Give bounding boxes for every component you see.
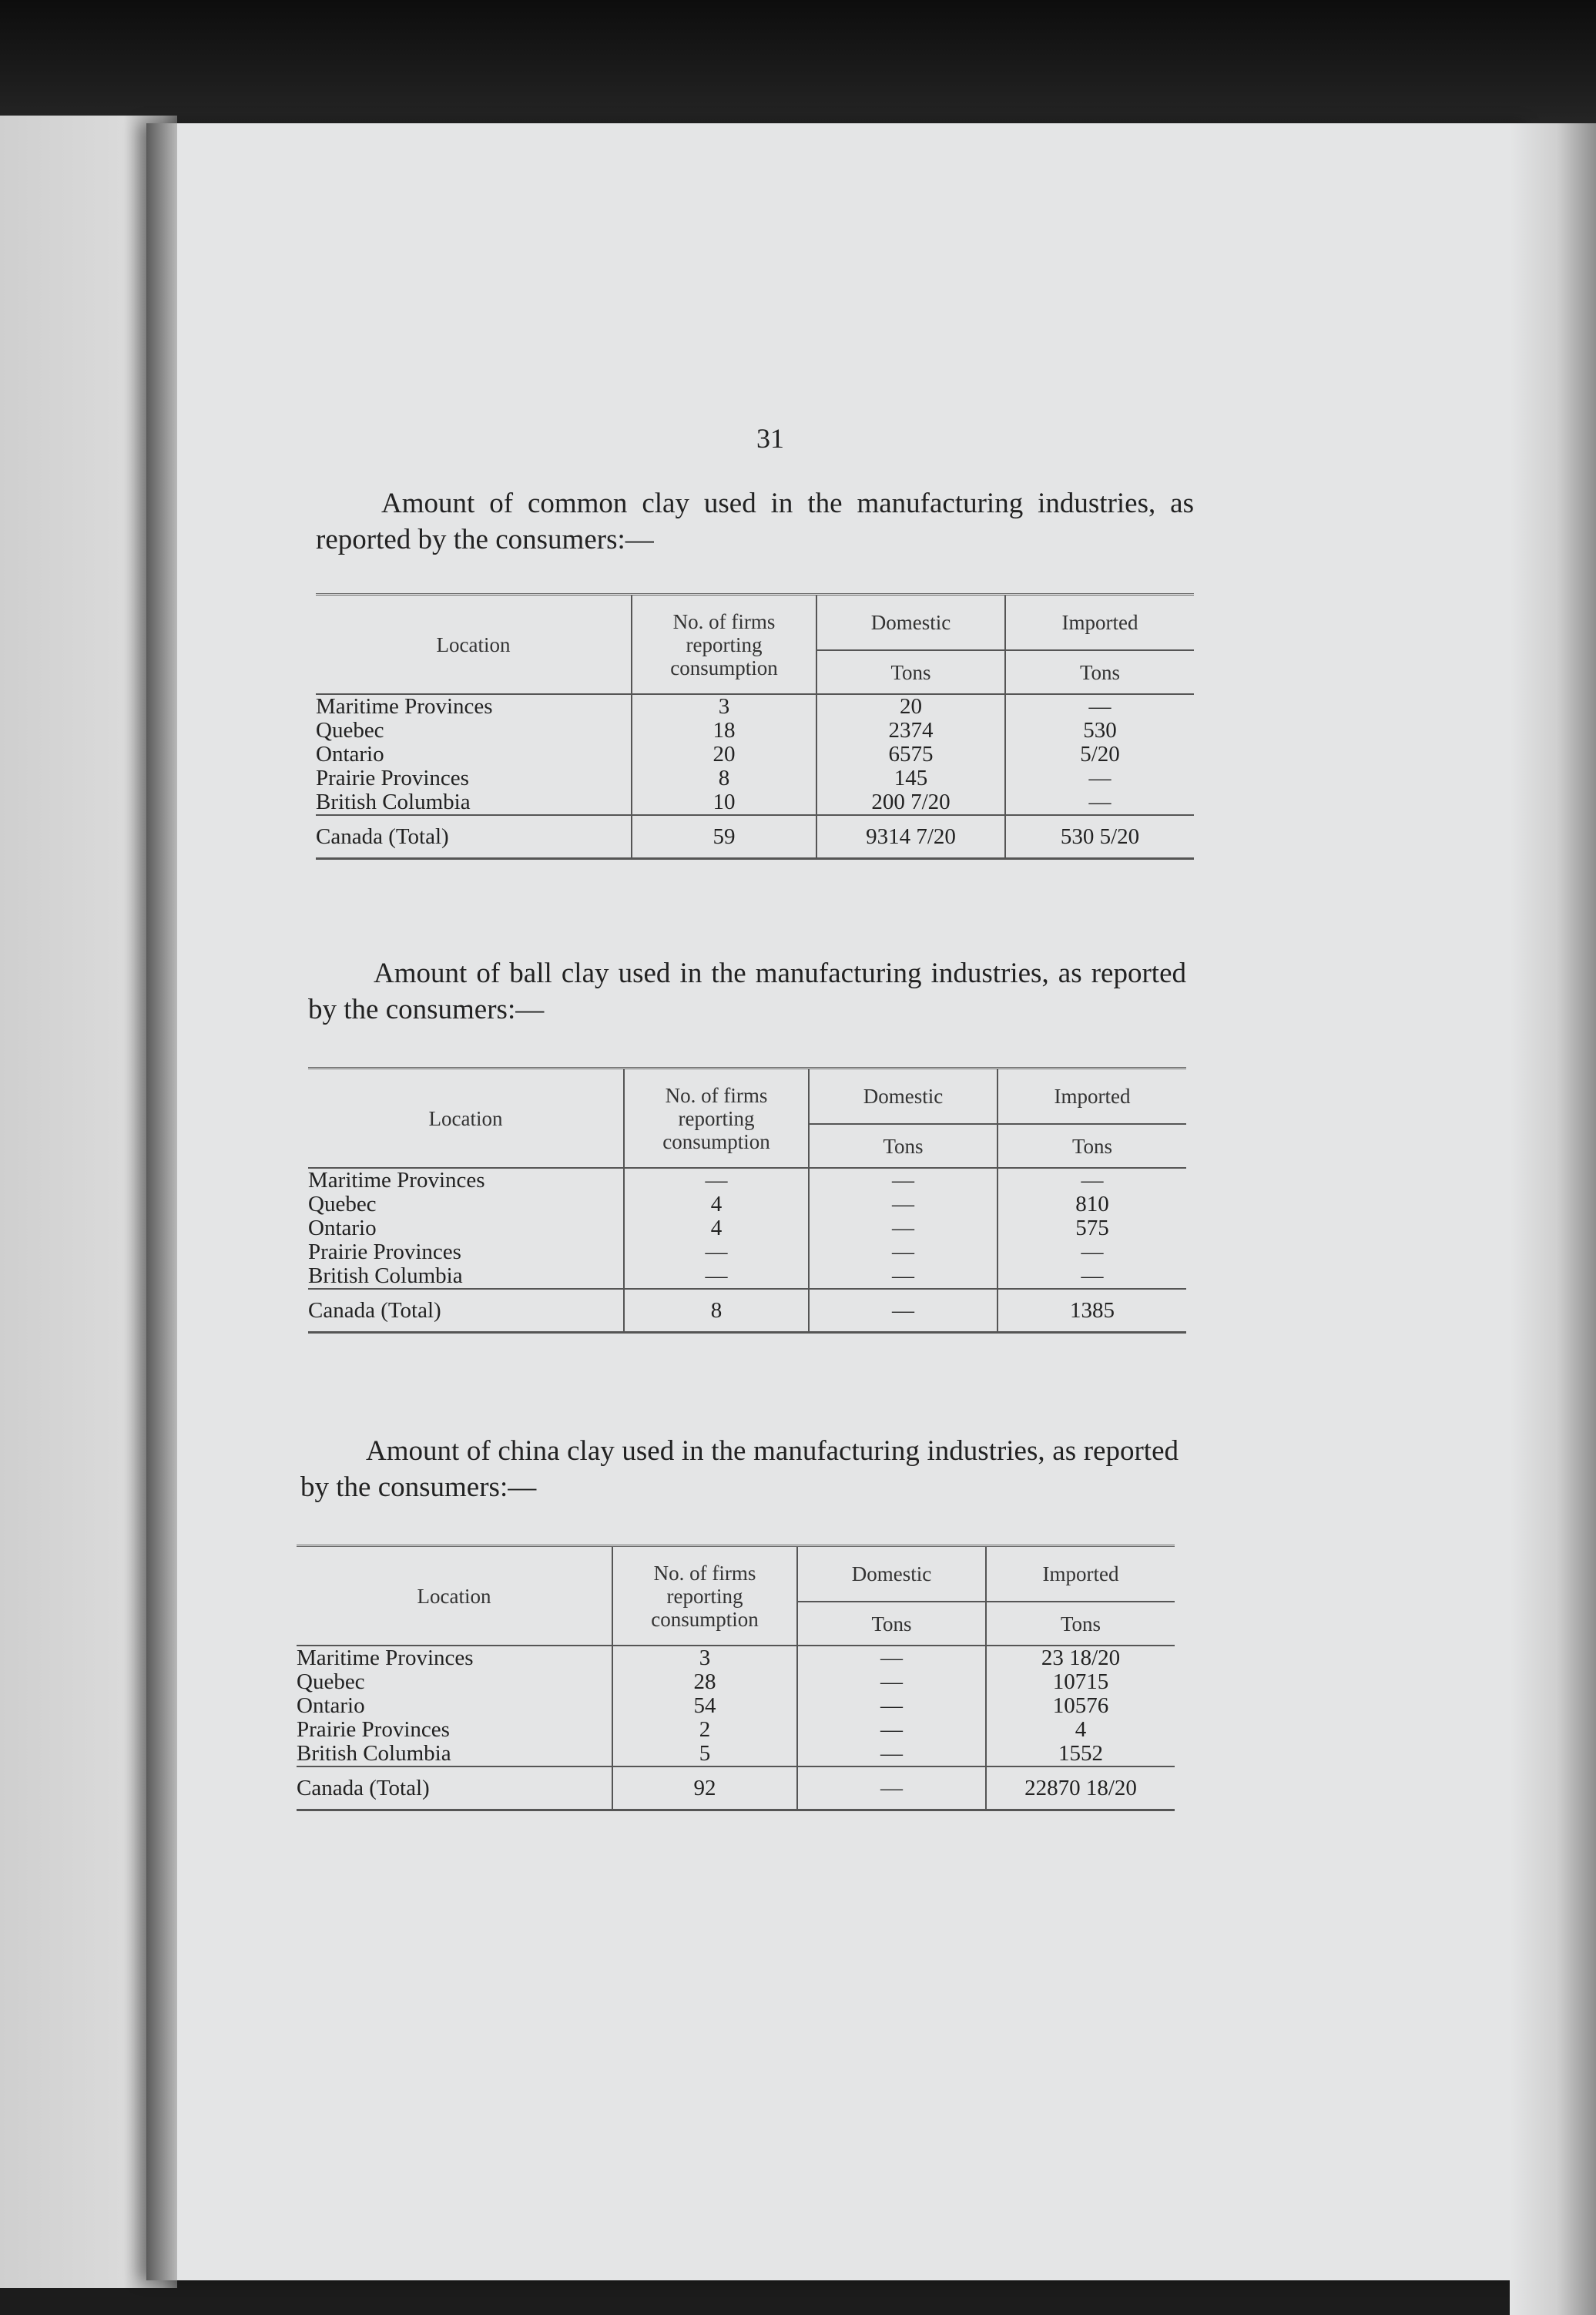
imported-cell: — 810 575 — — — [1075, 1168, 1109, 1288]
domestic-cell: 20 2374 6575 145 200 7/20 — [816, 694, 1005, 815]
header-location: Location — [308, 1069, 624, 1169]
header-domestic-unit: Tons — [797, 1602, 986, 1646]
common-clay-caption: Amount of common clay used in the manufacturing industries, as reported by the consumers:— — [316, 488, 1194, 555]
common-clay-table — [316, 593, 1194, 860]
total-firms: 92 — [612, 1766, 797, 1810]
header-domestic-unit: Tons — [809, 1124, 998, 1168]
header-imported: Imported — [986, 1546, 1175, 1602]
imported-cell: 23 18/20 10715 10576 4 1552 — [1041, 1646, 1121, 1766]
table-row — [316, 694, 1194, 815]
header-firms: No. of firms reporting consumption — [612, 1546, 797, 1646]
imported-cell: — 530 5/20 — — — [1080, 694, 1120, 814]
page-gutter-shadow — [146, 123, 177, 2280]
total-imported: 1385 — [998, 1289, 1186, 1333]
page-number: 31 — [756, 423, 784, 454]
total-imported: 22870 18/20 — [986, 1766, 1175, 1810]
header-imported-unit: Tons — [1005, 650, 1194, 694]
total-firms: 8 — [624, 1289, 809, 1333]
total-location: Canada (Total) — [316, 815, 632, 859]
location-cell: Maritime Provinces Quebec Ontario Prairie Provinces British Columbia — [308, 1168, 624, 1289]
total-row — [297, 1766, 1175, 1810]
total-domestic: — — [809, 1289, 998, 1333]
header-firms: No. of firms reporting consumption — [624, 1069, 809, 1169]
domestic-cell: — — — — — — [797, 1646, 986, 1766]
header-firms: No. of firms reporting consumption — [632, 595, 816, 695]
location-cell: Maritime Provinces Quebec Ontario Prairie Provinces British Columbia — [297, 1646, 612, 1766]
header-domestic: Domestic — [816, 595, 1005, 651]
total-location: Canada (Total) — [297, 1766, 612, 1810]
location-cell: Maritime Provinces Quebec Ontario Prairie Provinces British Columbia — [316, 694, 632, 815]
total-domestic: 9314 7/20 — [816, 815, 1005, 859]
table-row — [308, 1168, 1186, 1289]
header-location: Location — [316, 595, 632, 695]
domestic-cell: — — — — — — [809, 1168, 998, 1289]
table-row — [297, 1646, 1175, 1766]
firms-cell: 3 28 54 2 5 — [612, 1646, 797, 1766]
firms-cell: 3 18 20 8 10 — [632, 694, 816, 815]
header-domestic-unit: Tons — [816, 650, 1005, 694]
total-imported: 530 5/20 — [1005, 815, 1194, 859]
total-location: Canada (Total) — [308, 1289, 624, 1333]
china-clay-caption: Amount of china clay used in the manufacturing industries, as reported by the consumers:— — [300, 1435, 1179, 1503]
total-firms: 59 — [632, 815, 816, 859]
china-clay-table — [297, 1545, 1175, 1811]
total-row — [316, 815, 1194, 859]
total-domestic: — — [797, 1766, 986, 1810]
total-row — [308, 1289, 1186, 1333]
header-imported: Imported — [998, 1069, 1186, 1125]
header-imported: Imported — [1005, 595, 1194, 651]
header-domestic: Domestic — [809, 1069, 998, 1125]
header-imported-unit: Tons — [986, 1602, 1175, 1646]
page-right-edge — [1510, 123, 1596, 2315]
firms-cell: — 4 4 — — — [624, 1168, 809, 1289]
ball-clay-table — [308, 1067, 1186, 1334]
header-domestic: Domestic — [797, 1546, 986, 1602]
header-imported-unit: Tons — [998, 1124, 1186, 1168]
header-location: Location — [297, 1546, 612, 1646]
scan-background-top — [0, 0, 1596, 131]
ball-clay-caption: Amount of ball clay used in the manufacturing industries, as reported by the consumers:— — [308, 958, 1186, 1025]
